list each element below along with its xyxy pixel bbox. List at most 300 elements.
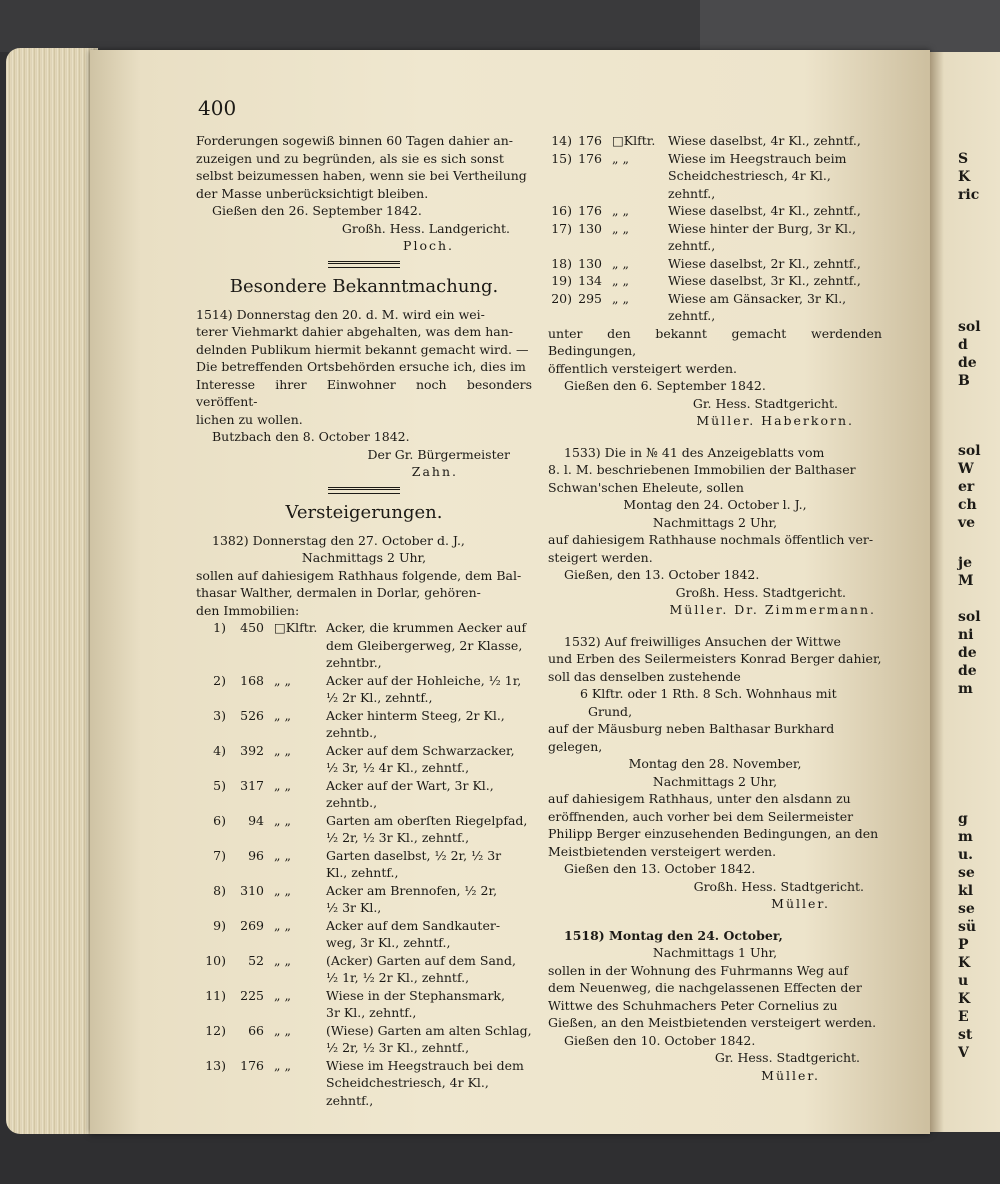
property-item [196,672,532,690]
page-number: 400 [198,96,237,120]
text-line: Nachmittags 2 Uhr, [652,773,778,789]
item-unit [268,689,326,707]
item-number [196,1039,226,1057]
item-unit: „ „ [274,672,291,688]
item-number: 17) [551,220,572,236]
text-line: 8. l. M. beschriebenen Immobilien der Balthaser [548,462,856,477]
text-line: 1518) Montag den 24. October, [564,927,783,943]
item-unit [268,1074,326,1092]
next-page-fragment: E [958,1009,969,1025]
text-line: lichen zu wollen. [196,411,303,427]
text-line: steigert werden. [548,549,653,565]
text-line: Grund, [588,703,633,719]
item-unit: □Klftr. [612,133,656,148]
item-unit: „ „ [274,1022,291,1038]
item-number: 18) [551,255,572,271]
item-quantity: 130 [578,255,602,271]
next-page-fragment: er [958,479,975,495]
date-line: Butzbach den 8. October 1842. [212,429,410,444]
item-unit [268,637,326,655]
item-quantity [226,1004,268,1022]
notice-continuation [196,132,532,255]
item-quantity [226,794,268,812]
item-description: Wiese in der Stephansmark, [326,987,505,1003]
item-quantity: 52 [248,952,264,968]
text-line: sollen auf dahiesigem Rathhaus folgende, dem Bal- [196,567,522,583]
item-unit: □Klftr. [274,620,318,635]
text-line: und Erben des Seilermeisters Konrad Berger dahier, [548,651,882,666]
property-item-continuation [196,1004,532,1022]
item-number [196,759,226,777]
property-item [548,220,882,238]
item-unit [606,307,668,325]
item-number [196,829,226,847]
item-number [196,654,226,672]
item-quantity [572,237,606,255]
item-description: Garten am oberſten Riegelpfad, [326,812,528,828]
item-description: zehntf., [668,308,716,323]
property-item [548,132,882,150]
property-item-continuation [196,864,532,882]
item-unit [268,654,326,672]
property-item-continuation [196,637,532,655]
item-description: ½ 2r, ½ 3r Kl., zehntf., [326,1040,470,1055]
date-line: Gießen den 26. September 1842. [212,203,422,218]
divider-rule [328,487,400,494]
item-description: Wiese daselbst, 2r Kl., zehntf., [668,255,861,271]
item-quantity [226,1039,268,1057]
item-description: zehntf., [668,185,716,201]
office-name: Der Gr. Bürgermeister [367,446,510,462]
item-number: 3) [213,707,226,723]
item-number: 20) [551,290,572,306]
item-description: Wiese am Gänsacker, 3r Kl., [668,290,847,306]
item-quantity [572,307,606,325]
item-number: 19) [551,273,572,288]
text-line: unter den bekannt gemacht werdenden Bedingungen, [548,325,882,358]
next-page-fragment: se [958,865,975,881]
item-quantity: 295 [578,290,602,306]
item-quantity: 450 [240,620,264,635]
next-page-fragment: W [958,461,974,477]
property-item-continuation [196,899,532,917]
text-line: Montag den 28. November, [628,756,802,771]
item-description: 3r Kl., zehntf., [326,1005,417,1020]
text-line: Montag den 24. October l. J., [623,497,807,512]
item-description: zehntb., [326,725,378,740]
item-quantity [572,167,606,185]
item-unit: „ „ [274,777,291,793]
item-quantity: 317 [240,777,264,793]
item-quantity: 176 [578,133,602,148]
item-unit [268,969,326,987]
date-line: Gießen den 13. October 1842. [564,861,756,876]
text-line: Nachmittags 1 Uhr, [652,945,778,960]
item-description: Wiese daselbst, 3r Kl., zehntf., [668,273,861,288]
item-quantity [572,185,606,203]
notice-1532 [548,633,882,913]
text-line: Die betreffenden Ortsbehörden ersuche ich, dies im [196,359,526,374]
left-column [196,132,532,1109]
next-page-fragment: sol [958,319,981,335]
item-number: 4) [213,742,226,758]
item-quantity [226,969,268,987]
property-item [548,255,882,273]
next-page-fragment: u [958,973,969,989]
item-number [196,1092,226,1110]
next-page-fragment: g [958,811,968,827]
next-page-fragment: kl [958,883,974,899]
next-page-fragment: ch [958,497,977,513]
item-number: 13) [205,1057,226,1073]
next-page-fragment: K [958,955,971,971]
item-number [196,864,226,882]
item-description: Scheidchestriesch, 4r Kl., [668,168,831,183]
item-unit: „ „ [274,1057,291,1073]
text-line: dem Neuenweg, die nachgelassenen Effecten der [548,980,862,995]
property-item [548,290,882,308]
item-description: Acker hinterm Steeg, 2r Kl., [326,707,505,723]
item-number [548,307,572,325]
text-line: selbst beizumessen haben, wenn sie bei Vertheilung [196,168,527,183]
property-item [196,847,532,865]
item-number [548,237,572,255]
item-number [548,167,572,185]
item-unit: „ „ [274,812,291,828]
property-item [196,1022,532,1040]
text-line: 1533) Die in № 41 des Anzeigeblatts vom [564,444,825,460]
item-description: Acker auf der Wart, 3r Kl., [326,777,494,793]
item-description: dem Gleibergerweg, 2r Klasse, [326,637,523,653]
item-unit: „ „ [274,742,291,758]
item-number: 11) [205,987,226,1003]
property-item-continuation [548,307,882,325]
item-quantity: 225 [240,987,264,1003]
item-number [196,899,226,917]
text-line: Meistbietenden versteigert werden. [548,843,777,859]
divider-rule [328,261,400,268]
date-line: Gießen den 10. October 1842. [564,1032,756,1048]
property-item-continuation [196,689,532,707]
date-line: Gießen den 6. September 1842. [564,378,766,393]
item-number [196,724,226,742]
item-unit [268,864,326,882]
text-line: Gießen, an den Meistbietenden versteigert werden. [548,1015,877,1030]
next-page-fragment: ric [958,187,980,203]
text-line: eröffnenden, auch vorher bei dem Seilermeister [548,808,854,824]
text-line: 1382) Donnerstag den 27. October d. J., [212,532,465,548]
item-description: Acker, die krummen Aecker auf [326,620,527,635]
next-page-fragment: je [958,555,972,571]
item-description: ½ 3r Kl., [326,900,382,915]
next-page-fragment: st [958,1027,973,1043]
item-number [196,689,226,707]
item-quantity [226,829,268,847]
item-number [196,1074,226,1092]
next-page-fragment: de [958,663,977,679]
signature: Ploch. [403,238,454,253]
item-number: 5) [213,777,226,793]
property-item [196,882,532,900]
item-description: Garten daselbst, ½ 2r, ½ 3r [326,847,502,863]
item-quantity [226,934,268,952]
notice-1514 [196,306,532,481]
next-page-fragment: S [958,151,969,167]
item-number: 16) [551,203,572,218]
item-description: Wiese daselbst, 4r Kl., zehntf., [668,203,861,218]
item-number: 15) [551,150,572,166]
item-description: Acker auf dem Sandkauter- [326,917,501,933]
item-unit: „ „ [274,952,291,968]
right-column [548,132,882,1084]
item-description: zehntf., [326,1092,374,1108]
court-name: Großh. Hess. Landgericht. [341,220,510,236]
item-unit [268,934,326,952]
item-number: 14) [551,133,572,148]
property-item [196,777,532,795]
next-page-fragment: m [958,829,973,845]
item-unit: „ „ [274,882,291,898]
item-unit [268,1004,326,1022]
book-page-edges [6,48,98,1134]
date-line: Gießen, den 13. October 1842. [564,567,760,582]
signature: Müller. [761,1067,820,1083]
item-description: (Wiese) Garten am alten Schlag, [326,1022,532,1038]
property-item-continuation [196,1074,532,1092]
item-description: Wiese hinter der Burg, 3r Kl., [668,220,856,236]
item-quantity: 176 [578,203,602,218]
item-unit: „ „ [612,150,629,166]
item-quantity [226,1074,268,1092]
text-line: delnden Publikum hiermit bekannt gemacht wird. — [196,341,529,357]
next-page-fragment: sol [958,443,981,459]
text-line: Nachmittags 2 Uhr, [301,550,427,565]
text-line: terer Viehmarkt dahier abgehalten, was dem han- [196,324,514,339]
item-description: ½ 3r, ½ 4r Kl., zehntf., [326,760,470,775]
item-quantity: 176 [578,150,602,166]
item-unit [268,1092,326,1110]
item-quantity [226,759,268,777]
court-name: Gr. Hess. Stadtgericht. [714,1050,860,1065]
text-line: zuzeigen und zu begründen, als sie es sich sonst [196,150,504,166]
item-quantity: 168 [240,672,264,688]
property-item [196,987,532,1005]
next-page-fragment: de [958,355,977,371]
item-unit [268,1039,326,1057]
item-description: zehntb., [326,795,378,810]
item-quantity: 176 [240,1057,264,1073]
item-number: 12) [205,1022,226,1038]
item-number [196,637,226,655]
item-unit [268,759,326,777]
item-quantity: 526 [240,707,264,723]
property-list [548,132,882,325]
property-list [196,619,532,1109]
text-line: Schwan'schen Eheleute, sollen [548,479,744,495]
item-quantity: 96 [248,847,264,863]
property-item-continuation [196,934,532,952]
next-page-fragment: B [958,373,970,389]
text-line: sollen in der Wohnung des Fuhrmanns Weg auf [548,962,849,978]
item-description: ½ 2r Kl., zehntf., [326,690,433,705]
item-number: 9) [213,917,226,933]
text-line: thasar Walther, dermalen in Dorlar, gehören- [196,585,481,600]
next-page-fragment: u. [958,847,974,863]
text-line: öffentlich versteigert werden. [548,360,738,376]
item-quantity: 310 [240,882,264,898]
text-line: auf dahiesigem Rathhaus, unter den alsdann zu [548,791,851,806]
item-description: zehntbr., [326,655,382,670]
item-quantity: 66 [248,1022,264,1038]
item-unit: „ „ [274,987,291,1003]
text-line: Wittwe des Schuhmachers Peter Cornelius zu [548,997,838,1013]
item-unit [268,829,326,847]
notice-1533 [548,444,882,619]
item-number: 8) [213,882,226,898]
property-item-continuation [548,237,882,255]
next-page-fragment: P [958,937,969,953]
next-page-fragment: m [958,681,973,697]
item-unit [606,237,668,255]
item-unit: „ „ [274,707,291,723]
text-line: soll das denselben zustehende [548,668,741,684]
property-item-continuation [196,1092,532,1110]
property-item-continuation [196,654,532,672]
property-item-continuation [196,829,532,847]
next-page-fragment: d [958,337,968,353]
item-unit: „ „ [612,220,629,236]
item-quantity [226,864,268,882]
item-description: Wiese im Heegstrauch bei dem [326,1057,524,1073]
item-unit: „ „ [612,273,629,288]
item-number: 2) [213,672,226,688]
court-name: Großh. Hess. Stadtgericht. [693,878,864,894]
court-name: Gr. Hess. Stadtgericht. [692,395,838,411]
property-item-continuation [196,794,532,812]
item-number [196,969,226,987]
item-number [196,1004,226,1022]
property-item [196,1057,532,1075]
item-unit: „ „ [274,917,291,933]
item-quantity: 134 [578,273,602,288]
item-description: Acker auf dem Schwarzacker, [326,742,515,758]
section-heading: Besondere Bekanntmachung. [229,275,499,297]
property-item-continuation [548,167,882,185]
item-description: Wiese daselbst, 4r Kl., zehntf., [668,133,861,148]
property-item [548,150,882,168]
property-item [196,707,532,725]
item-number [196,794,226,812]
item-number: 1) [213,620,226,635]
item-quantity: 392 [240,742,264,758]
item-number [196,934,226,952]
court-name: Großh. Hess. Stadtgericht. [675,584,846,600]
signature: Zahn. [411,464,458,479]
text-line: Philipp Berger einzusehenden Bedingungen, an den [548,826,879,841]
item-unit [268,794,326,812]
next-page-fragment: K [958,991,971,1007]
text-line: Forderungen sogewiß binnen 60 Tagen dahier an- [196,133,513,148]
item-description: weg, 3r Kl., zehntf., [326,935,451,950]
item-quantity: 130 [578,220,602,236]
property-item [196,812,532,830]
text-line: 1532) Auf freiwilliges Ansuchen der Wittwe [564,633,841,649]
property-item-continuation [196,759,532,777]
item-quantity [226,724,268,742]
next-page-fragment: V [958,1045,969,1061]
section-heading: Versteigerungen. [285,501,443,523]
item-description: Acker auf der Hohleiche, ½ 1r, [326,672,522,688]
item-description: zehntf., [668,238,716,253]
signature: Müller. Haberkorn. [696,413,854,428]
signature: Müller. Dr. Zimmermann. [669,602,876,617]
item-unit: „ „ [274,847,291,863]
next-page-fragment: ve [958,515,976,531]
property-item-continuation [196,724,532,742]
notice-1518 [548,927,882,1085]
text-line: Interesse ihrer Einwohner noch besonders veröffent- [196,376,532,409]
text-line: auf dahiesigem Rathhause nochmals öffentlich ver- [548,532,874,547]
item-description: ½ 1r, ½ 2r Kl., zehntf., [326,970,470,985]
item-unit: „ „ [612,255,629,271]
text-line: Nachmittags 2 Uhr, [652,514,778,530]
text-line: der Masse unberücksichtigt bleiben. [196,185,429,201]
property-item [196,952,532,970]
next-page-fragment: ni [958,627,974,643]
signature: Müller. [771,896,830,911]
item-unit: „ „ [612,203,629,218]
item-quantity [226,637,268,655]
text-line: den Immobilien: [196,602,300,618]
item-quantity [226,654,268,672]
item-unit [268,899,326,917]
item-quantity [226,899,268,917]
item-number: 7) [213,847,226,863]
property-item [196,619,532,637]
item-number: 10) [205,952,226,968]
property-item [196,917,532,935]
item-number: 6) [213,812,226,828]
item-description: Wiese im Heegstrauch beim [668,150,847,166]
text-line: 1514) Donnerstag den 20. d. M. wird ein wei- [196,306,485,322]
property-item-continuation [196,969,532,987]
item-description: ½ 2r, ½ 3r Kl., zehntf., [326,830,470,845]
next-page-fragment: M [958,573,974,589]
next-page-fragment: de [958,645,977,661]
item-description: (Acker) Garten auf dem Sand, [326,952,516,968]
property-item-continuation [548,185,882,203]
property-item-continuation [196,1039,532,1057]
next-page-fragment: sol [958,609,981,625]
item-quantity: 94 [248,812,264,828]
text-line: 6 Klftr. oder 1 Rth. 8 Sch. Wohnhaus mit [580,686,837,701]
notice-1382 [196,532,532,1110]
item-quantity [226,689,268,707]
property-item [548,272,882,290]
item-unit [606,185,668,203]
background-desk [0,0,1000,52]
item-description: Scheidchestriesch, 4r Kl., [326,1075,489,1090]
text-line: auf der Mäusburg neben Balthasar Burkhard gelegen, [548,721,835,754]
item-unit [606,167,668,185]
property-item [196,742,532,760]
item-number [548,185,572,203]
item-unit: „ „ [612,290,629,306]
item-description: Acker am Brennofen, ½ 2r, [326,882,498,898]
next-page-fragment: se [958,901,975,917]
item-quantity: 269 [240,917,264,933]
item-quantity [226,1092,268,1110]
